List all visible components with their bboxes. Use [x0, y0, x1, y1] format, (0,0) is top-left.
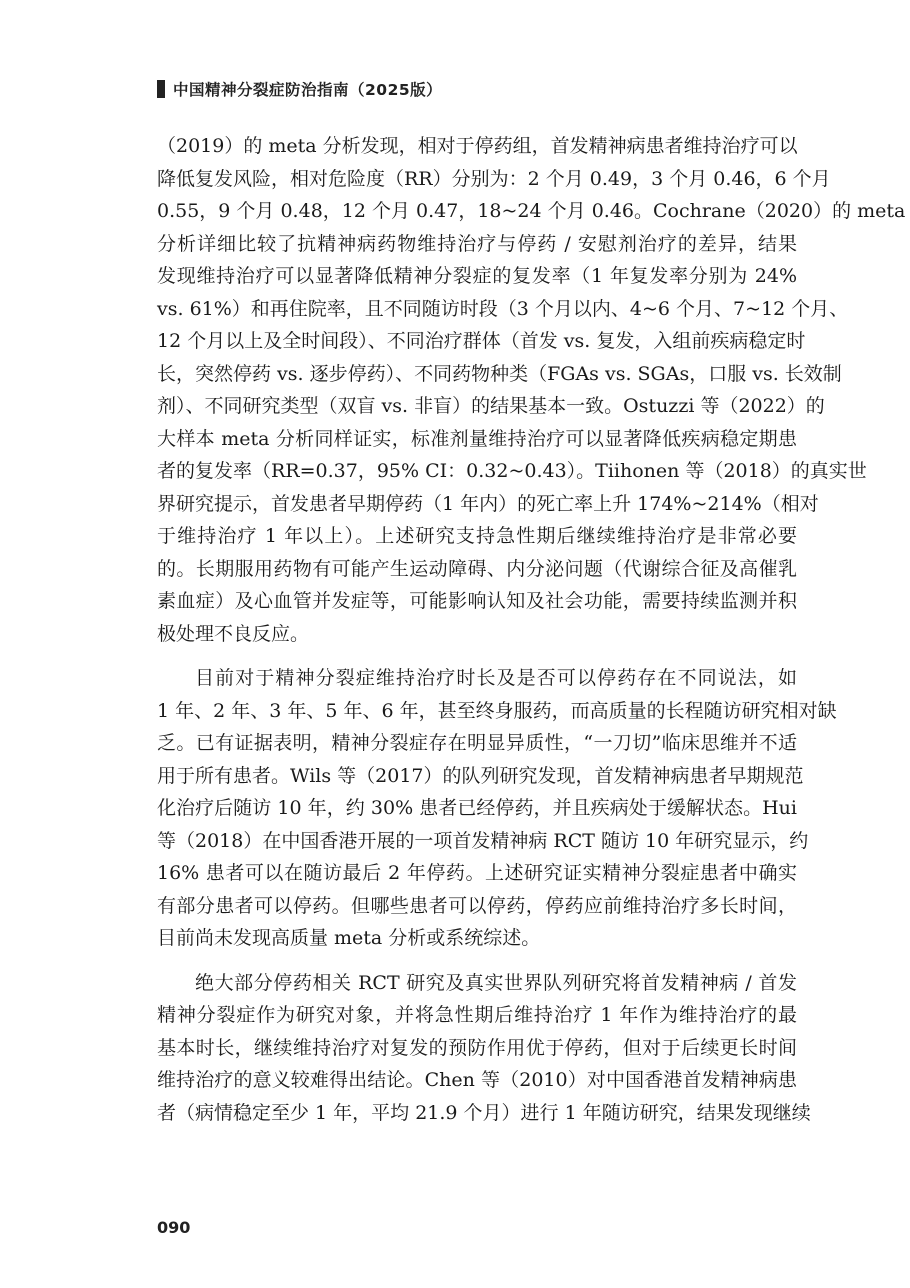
running-header — [157, 78, 442, 100]
text-line: 长，突然停药 vs. 逐步停药）、不同药物种类（FGAs vs. SGAs，口服 vs. 长效制 — [157, 362, 842, 385]
text-line: 分析详细比较了抗精神病药物维持治疗与停药 / 安慰剂治疗的差异，结果 — [157, 232, 797, 255]
paragraph-gap — [157, 955, 797, 967]
text-line: 化治疗后随访 10 年，约 30% 患者已经停药，并且疾病处于缓解状态。Hui — [157, 797, 797, 819]
text-line: 的。长期服用药物有可能产生运动障碍、内分泌问题（代谢综合征及高催乳 — [157, 557, 797, 580]
text-line: vs. 61%）和再住院率，且不同随访时段（3 个月以内、4~6 个月、7~12 个月、 — [157, 297, 849, 320]
body-text — [157, 130, 906, 1129]
text-line: （2019）的 meta 分析发现，相对于停药组，首发精神病患者维持治疗可以 — [157, 135, 798, 157]
text-line: 维持治疗的意义较难得出结论。Chen 等（2010）对中国香港首发精神病患 — [157, 1069, 797, 1091]
text-line: 降低复发风险，相对危险度（RR）分别为：2 个月 0.49，3 个月 0.46，6 个月 — [157, 167, 831, 190]
text-line: 绝大部分停药相关 RCT 研究及真实世界队列研究将首发精神病 / 首发 — [195, 971, 797, 994]
text-line: 目前尚未发现高质量 meta 分析或系统综述。 — [157, 927, 541, 949]
text-line: 乏。已有证据表明，精神分裂症存在明显异质性，“一刀切”临床思维并不适 — [157, 732, 797, 754]
text-line: 16% 患者可以在随访最后 2 年停药。上述研究证实精神分裂症患者中确实 — [157, 862, 797, 884]
text-line: 大样本 meta 分析同样证实，标准剂量维持治疗可以显著降低疾病稳定期患 — [157, 427, 797, 450]
text-line: 界研究提示，首发患者早期停药（1 年内）的死亡率上升 174%~214%（相对 — [157, 492, 819, 515]
paragraph-gap — [157, 650, 797, 662]
text-line: 0.55，9 个月 0.48，12 个月 0.47，18~24 个月 0.46。Cochrane（2020）的 meta — [157, 200, 906, 222]
text-line: 者的复发率（RR=0.37，95% CI：0.32~0.43）。Tiihonen 等（2018）的真实世 — [157, 460, 867, 482]
text-line: 等（2018）在中国香港开展的一项首发精神病 RCT 随访 10 年研究显示，约 — [157, 829, 809, 852]
page-number: 090 — [157, 1218, 191, 1237]
text-line: 12 个月以上及全时间段）、不同治疗群体（首发 vs. 复发，入组前疾病稳定时 — [157, 330, 806, 352]
text-line: 剂）、不同研究类型（双盲 vs. 非盲）的结果基本一致。Ostuzzi 等（2022）的 — [157, 395, 825, 417]
text-line: 基本时长，继续维持治疗对复发的预防作用优于停药，但对于后续更长时间 — [157, 1036, 797, 1059]
text-line: 1 年、2 年、3 年、5 年、6 年，甚至终身服药，而高质量的长程随访研究相对缺 — [157, 699, 837, 722]
text-line: 发现维持治疗可以显著降低精神分裂症的复发率（1 年复发率分别为 24% — [157, 265, 797, 287]
text-line: 精神分裂症作为研究对象，并将急性期后维持治疗 1 年作为维持治疗的最 — [157, 1004, 797, 1026]
running-title: 中国精神分裂症防治指南（2025版） — [173, 81, 443, 99]
header-marker-bar — [157, 80, 165, 98]
text-line: 素血症）及心血管并发症等，可能影响认知及社会功能，需要持续监测并积 — [157, 590, 797, 612]
text-line: 有部分患者可以停药。但哪些患者可以停药，停药应前维持治疗多长时间， — [157, 894, 797, 917]
text-line: 极处理不良反应。 — [157, 622, 310, 645]
text-line: 目前对于精神分裂症维持治疗时长及是否可以停药存在不同说法，如 — [195, 667, 797, 689]
text-line: 用于所有患者。Wils 等（2017）的队列研究发现，首发精神病患者早期规范 — [157, 764, 804, 787]
paragraph-3 — [157, 967, 811, 1130]
text-line: 于维持治疗 1 年以上）。上述研究支持急性期后继续维持治疗是非常必要 — [157, 525, 797, 547]
text-line: 者（病情稳定至少 1 年，平均 21.9 个月）进行 1 年随访研究，结果发现继续 — [157, 1101, 811, 1124]
paragraph-1 — [157, 130, 906, 650]
paragraph-2 — [157, 662, 837, 955]
